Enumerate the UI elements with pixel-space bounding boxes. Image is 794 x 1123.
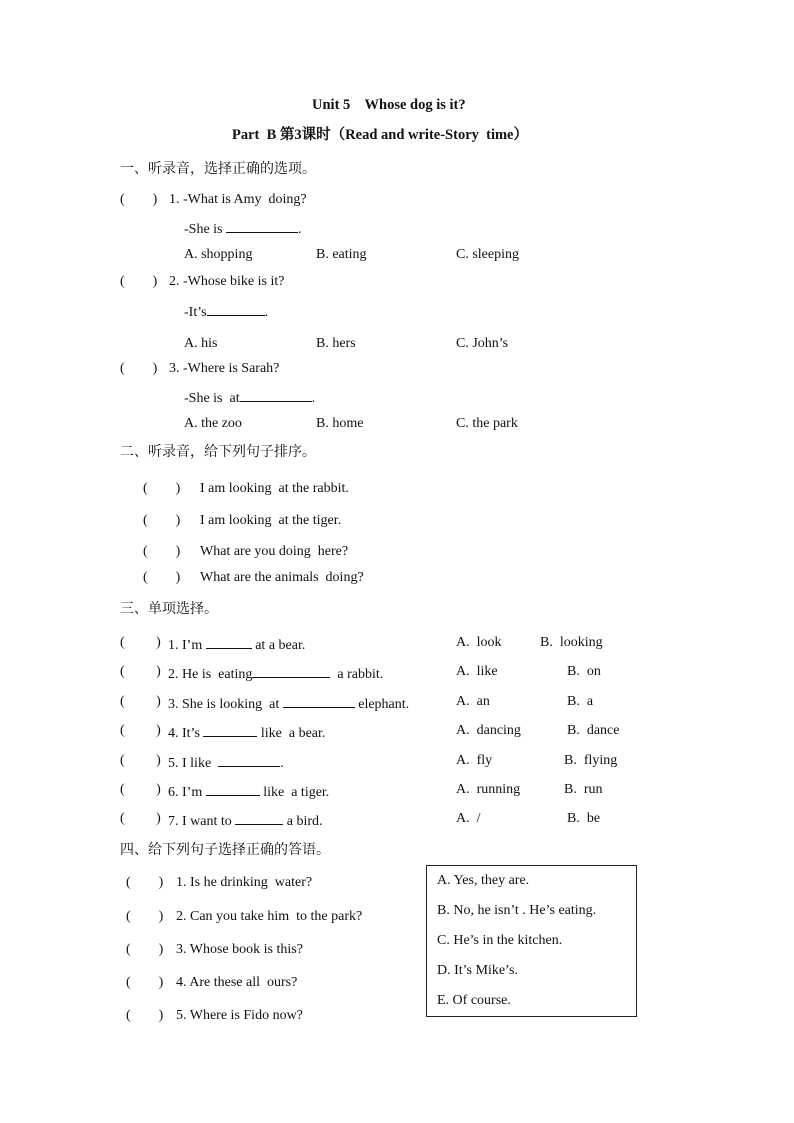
option-b: B. be [567, 811, 601, 826]
answer-paren[interactable]: ( ) [120, 811, 161, 826]
sentence-before: She is looking at [182, 697, 283, 712]
section1-heading: 一、听录音，选择正确的选项。 [120, 161, 316, 177]
question-prompt: 1. -What is Amy doing? [169, 192, 307, 207]
option-b: B. dance [567, 723, 620, 738]
answer-paren[interactable]: ( ) [126, 1008, 164, 1023]
sentence-after: like a tiger. [259, 785, 330, 800]
answer-paren[interactable]: ( ) [120, 192, 158, 207]
question-prompt: 3. -Where is Sarah? [169, 361, 280, 376]
question-text: 5. Where is Fido now? [176, 1008, 303, 1023]
option-a: A. an [456, 694, 490, 709]
section3-heading: 三、单项选择。 [120, 601, 218, 617]
option-b: B. on [567, 664, 601, 679]
sentence-text: I am looking at the rabbit. [200, 481, 349, 496]
fill-blank[interactable] [226, 220, 298, 233]
question-number: 6. [168, 785, 179, 800]
answer-paren[interactable]: ( ) [120, 635, 161, 650]
answer-paren[interactable]: ( ) [120, 753, 161, 768]
option-b: B. home [316, 416, 364, 431]
option-c: C. John’s [456, 336, 509, 351]
question-number: 1. [168, 638, 179, 653]
response-prefix: -She is [184, 222, 226, 237]
question-number: 7. [168, 814, 179, 829]
fill-blank[interactable] [206, 636, 252, 649]
question-sentence [168, 695, 409, 712]
question-sentence [168, 636, 305, 653]
fill-blank[interactable] [203, 724, 257, 737]
fill-blank[interactable] [207, 303, 265, 316]
sentence-text: What are you doing here? [200, 544, 349, 559]
question-response-line [184, 220, 302, 237]
answer-paren[interactable]: ( ) [126, 875, 164, 890]
response-suffix: . [264, 305, 269, 320]
option-b: B. a [567, 694, 594, 709]
question-sentence [168, 812, 323, 829]
answer-option-c: C. He’s in the kitchen. [437, 933, 563, 948]
option-a: A. fly [456, 753, 493, 768]
section2-heading: 二、听录音，给下列句子排序。 [120, 444, 316, 460]
sentence-after: a rabbit. [330, 667, 384, 682]
question-response-line [184, 303, 268, 320]
sentence-after: . [280, 756, 284, 771]
fill-blank[interactable] [240, 389, 312, 402]
option-a: A. running [456, 782, 521, 797]
fill-blank[interactable] [218, 754, 280, 767]
option-a: A. dancing [456, 723, 521, 738]
option-a: A. look [456, 635, 502, 650]
option-a: A. shopping [184, 247, 253, 262]
option-b: B. flying [564, 753, 618, 768]
page-subtitle: Part B 第3课时（Read and write-Story time） [232, 127, 528, 143]
option-a: A. his [184, 336, 218, 351]
response-prefix: -It’s [184, 305, 207, 320]
option-c: C. the park [456, 416, 518, 431]
sentence-after: elephant. [354, 697, 410, 712]
question-text: 3. Whose book is this? [176, 942, 303, 957]
fill-blank[interactable] [283, 695, 355, 708]
sentence-before: I like [182, 756, 219, 771]
order-paren[interactable]: ( ) [143, 513, 181, 528]
question-text: 2. Can you take him to the park? [176, 909, 363, 924]
question-sentence [168, 665, 383, 682]
question-prompt: 2. -Whose bike is it? [169, 274, 285, 289]
question-number: 5. [168, 756, 179, 771]
question-number: 4. [168, 726, 179, 741]
sentence-after: a bird. [283, 814, 323, 829]
option-b: B. looking [540, 635, 603, 650]
answer-paren[interactable]: ( ) [120, 723, 161, 738]
answer-paren[interactable]: ( ) [120, 782, 161, 797]
question-response-line [184, 389, 315, 406]
order-paren[interactable]: ( ) [143, 570, 181, 585]
answer-options-box [426, 865, 637, 1017]
sentence-text: What are the animals doing? [200, 570, 364, 585]
question-sentence [168, 783, 329, 800]
option-b: B. eating [316, 247, 367, 262]
sentence-before: I’m [182, 638, 206, 653]
answer-paren[interactable]: ( ) [126, 909, 164, 924]
answer-option-e: E. Of course. [437, 993, 511, 1008]
answer-paren[interactable]: ( ) [120, 664, 161, 679]
question-number: 2. [168, 667, 179, 682]
sentence-before: It’s [182, 726, 204, 741]
option-b: B. run [564, 782, 603, 797]
answer-paren[interactable]: ( ) [120, 274, 158, 289]
order-paren[interactable]: ( ) [143, 544, 181, 559]
answer-option-d: D. It’s Mike’s. [437, 963, 518, 978]
question-number: 3. [168, 697, 179, 712]
order-paren[interactable]: ( ) [143, 481, 181, 496]
answer-option-b: B. No, he isn’t . He’s eating. [437, 903, 597, 918]
answer-paren[interactable]: ( ) [120, 361, 158, 376]
page-title: Unit 5 Whose dog is it? [312, 97, 466, 113]
question-text: 1. Is he drinking water? [176, 875, 313, 890]
option-c: C. sleeping [456, 247, 519, 262]
option-b: B. hers [316, 336, 356, 351]
option-a: A. like [456, 664, 498, 679]
answer-paren[interactable]: ( ) [126, 975, 164, 990]
option-a: A. / [456, 811, 481, 826]
sentence-after: like a bear. [257, 726, 326, 741]
question-sentence [168, 754, 284, 771]
fill-blank[interactable] [252, 665, 330, 678]
response-suffix: . [311, 391, 316, 406]
response-prefix: -She is at [184, 391, 240, 406]
fill-blank[interactable] [235, 812, 283, 825]
answer-paren[interactable]: ( ) [120, 694, 161, 709]
answer-paren[interactable]: ( ) [126, 942, 164, 957]
sentence-text: I am looking at the tiger. [200, 513, 342, 528]
question-sentence [168, 724, 325, 741]
sentence-before: He is eating [182, 667, 253, 682]
sentence-before: I’m [182, 785, 206, 800]
answer-option-a: A. Yes, they are. [437, 873, 530, 888]
question-text: 4. Are these all ours? [176, 975, 298, 990]
section4-heading: 四、给下列句子选择正确的答语。 [120, 842, 330, 858]
sentence-after: at a bear. [251, 638, 306, 653]
option-a: A. the zoo [184, 416, 242, 431]
sentence-before: I want to [182, 814, 236, 829]
fill-blank[interactable] [206, 783, 260, 796]
response-suffix: . [298, 222, 302, 237]
